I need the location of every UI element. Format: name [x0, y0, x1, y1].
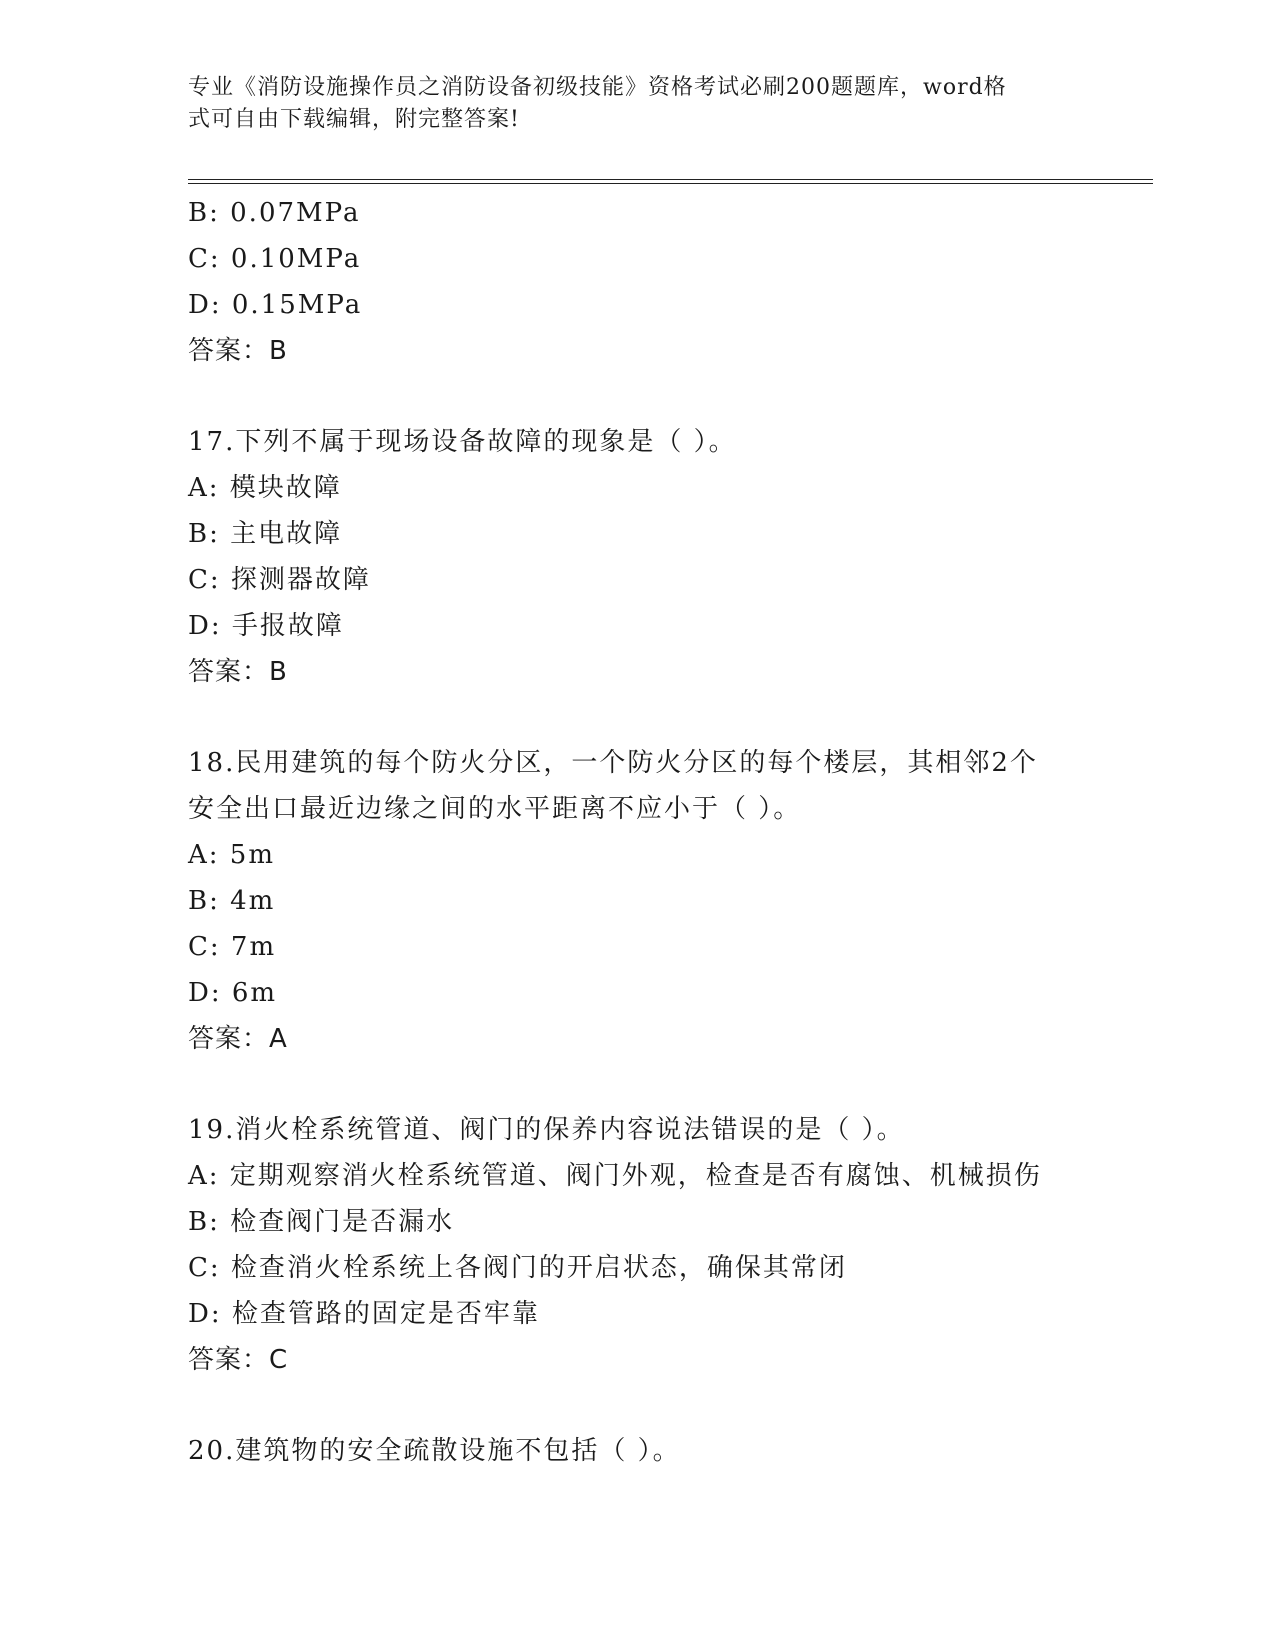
option-c: C: 探测器故障: [188, 565, 371, 595]
option-b: B: 4m: [188, 886, 276, 916]
question-20: [188, 1428, 1088, 1474]
option-c: C: 检查消火栓系统上各阀门的开启状态，确保其常闭: [188, 1253, 847, 1283]
option-b: B: 0.07MPa: [188, 198, 361, 228]
question-19: [188, 1107, 1088, 1383]
header-line-2: 式可自由下载编辑，附完整答案!: [188, 107, 520, 132]
option-a: A: 5m: [188, 840, 275, 870]
option-d: D: 手报故障: [188, 611, 344, 641]
question-stem: 20.建筑物的安全疏散设施不包括（ ）。: [188, 1436, 681, 1466]
question-17: [188, 419, 1088, 695]
answer-line: 答案：C: [188, 1345, 289, 1375]
option-b: B: 检查阀门是否漏水: [188, 1207, 455, 1237]
option-a: A: 定期观察消火栓系统管道、阀门外观，检查是否有腐蚀、机械损伤: [188, 1161, 1042, 1191]
option-c: C: 7m: [188, 932, 277, 962]
header-divider-bottom: [188, 183, 1153, 184]
option-d: D: 0.15MPa: [188, 290, 363, 320]
document-header: [188, 72, 1068, 136]
option-d: D: 检查管路的固定是否牢靠: [188, 1299, 540, 1329]
question-16-continued: [188, 190, 1088, 374]
document-body: [188, 190, 1088, 1474]
answer-line: 答案：B: [188, 657, 288, 687]
answer-line: 答案：A: [188, 1024, 288, 1054]
option-d: D: 6m: [188, 978, 278, 1008]
question-stem: 18.民用建筑的每个防火分区，一个防火分区的每个楼层，其相邻2个: [188, 748, 1038, 778]
header-divider-top: [188, 179, 1153, 180]
option-b: B: 主电故障: [188, 519, 343, 549]
question-stem-continued: 安全出口最近边缘之间的水平距离不应小于（ ）。: [188, 794, 802, 824]
answer-line: 答案：B: [188, 336, 288, 366]
question-18: [188, 740, 1088, 1062]
question-stem: 17.下列不属于现场设备故障的现象是（ ）。: [188, 427, 737, 457]
option-a: A: 模块故障: [188, 473, 342, 503]
question-stem: 19.消火栓系统管道、阀门的保养内容说法错误的是（ ）。: [188, 1115, 905, 1145]
header-line-1: 专业《消防设施操作员之消防设备初级技能》资格考试必刷200题题库，word格: [188, 75, 1007, 100]
option-c: C: 0.10MPa: [188, 244, 362, 274]
